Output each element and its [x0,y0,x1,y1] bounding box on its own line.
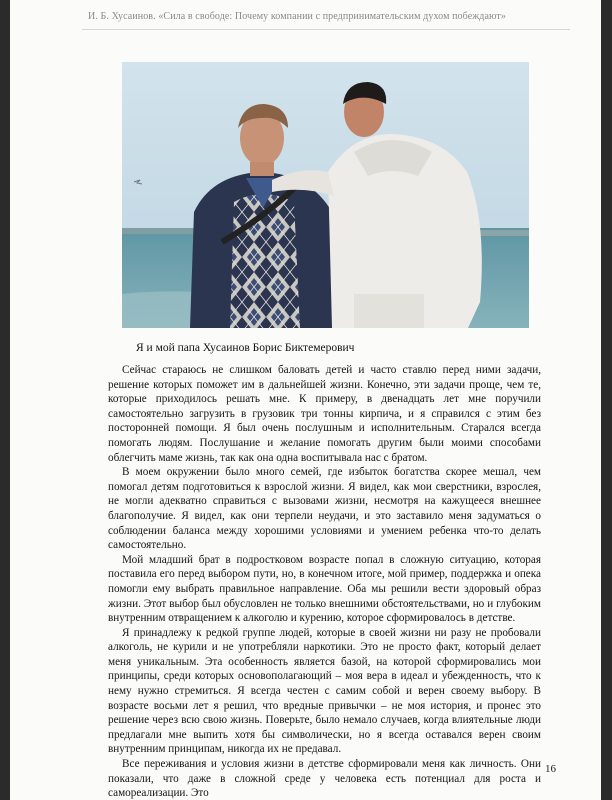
document-page [10,0,601,800]
photo-father-and-son [122,62,529,328]
paragraph: Мой младший брат в подростковом возрасте попал в сложную ситуацию, которая поставила его перед выбором пути, но, в конечном итоге, мой пример, поддержка и опека помогли ему выбрать правильное направление. Оба мы решили вести здоровый образ жизни. Этот выбор был обусловлен не только внешними обстоятельствами, но и глубоким внутренним отвращением к алкоголю и курению, которое сформировалось в детстве. [108,553,541,625]
paragraph: Сейчас стараюсь не слишком баловать детей и часто ставлю перед ними задачи, решение которых поможет им в дальнейшей жизни. Конечно, эти задачи проще, чем те, которые приходилось решать мне. К примеру, в двенадцать лет мне поручили самостоятельно загрузить в грузовик три тонны кирпича, и я справился с этим без посторонней помощи. Я был очень послушным и исполнительным. Старался всегда помогать людям. Послушание и желание помогать другим были моими способами облегчить маме жизнь, так как она одна воспитывала нас с братом. [108,364,541,464]
running-header: И. Б. Хусаинов. «Сила в свободе: Почему компании с предпринимательским духом побеждают» [88,11,506,22]
paragraph: В моем окружении было много семей, где избыток богатства скорее мешал, чем помогал детям подготовиться к взрослой жизни. Я видел, как мои сверстники, взрослея, не могли адекватно справиться с вызовами жизни, несмотря на кажущееся внешнее благополучие. Я видел, как они терпели неудачи, и это заставило меня задуматься о соблюдении баланса между хорошими условиями и умением ребенка что-то делать самостоятельно. [108,466,541,552]
paragraph: Я принадлежу к редкой группе людей, которые в своей жизни ни разу не пробовали алкоголь, не курили и не употребляли наркотики. Это не просто факт, который делает меня уникальным. Эта особенность является базой, на которой сформировались мои принципы, среди которых основополагающий – моя вера в идеал и убежденность, что к нему нужно стремиться. Я всегда честен с самим собой и верен своему выбору. В возрасте восьми лет я решил, что вредные привычки – не моя история, и пронес это решение через всю свою жизнь. Поверьте, было немало случаев, когда влиятельные люди предлагали мне выпить хотя бы символически, но я всегда оставался верен своим внутренним принципам, никогда их не предавал. [108,626,541,756]
paragraph: Все переживания и условия жизни в детстве сформировали меня как личность. Они показали, что даже в сложной среде у человека есть потенциал для роста и самореализации. Это [108,758,541,800]
photo-caption: Я и мой папа Хусаинов Борис Биктемерович [136,342,355,354]
body-text [108,363,541,800]
header-divider [82,29,570,30]
page-number: 16 [545,763,556,775]
